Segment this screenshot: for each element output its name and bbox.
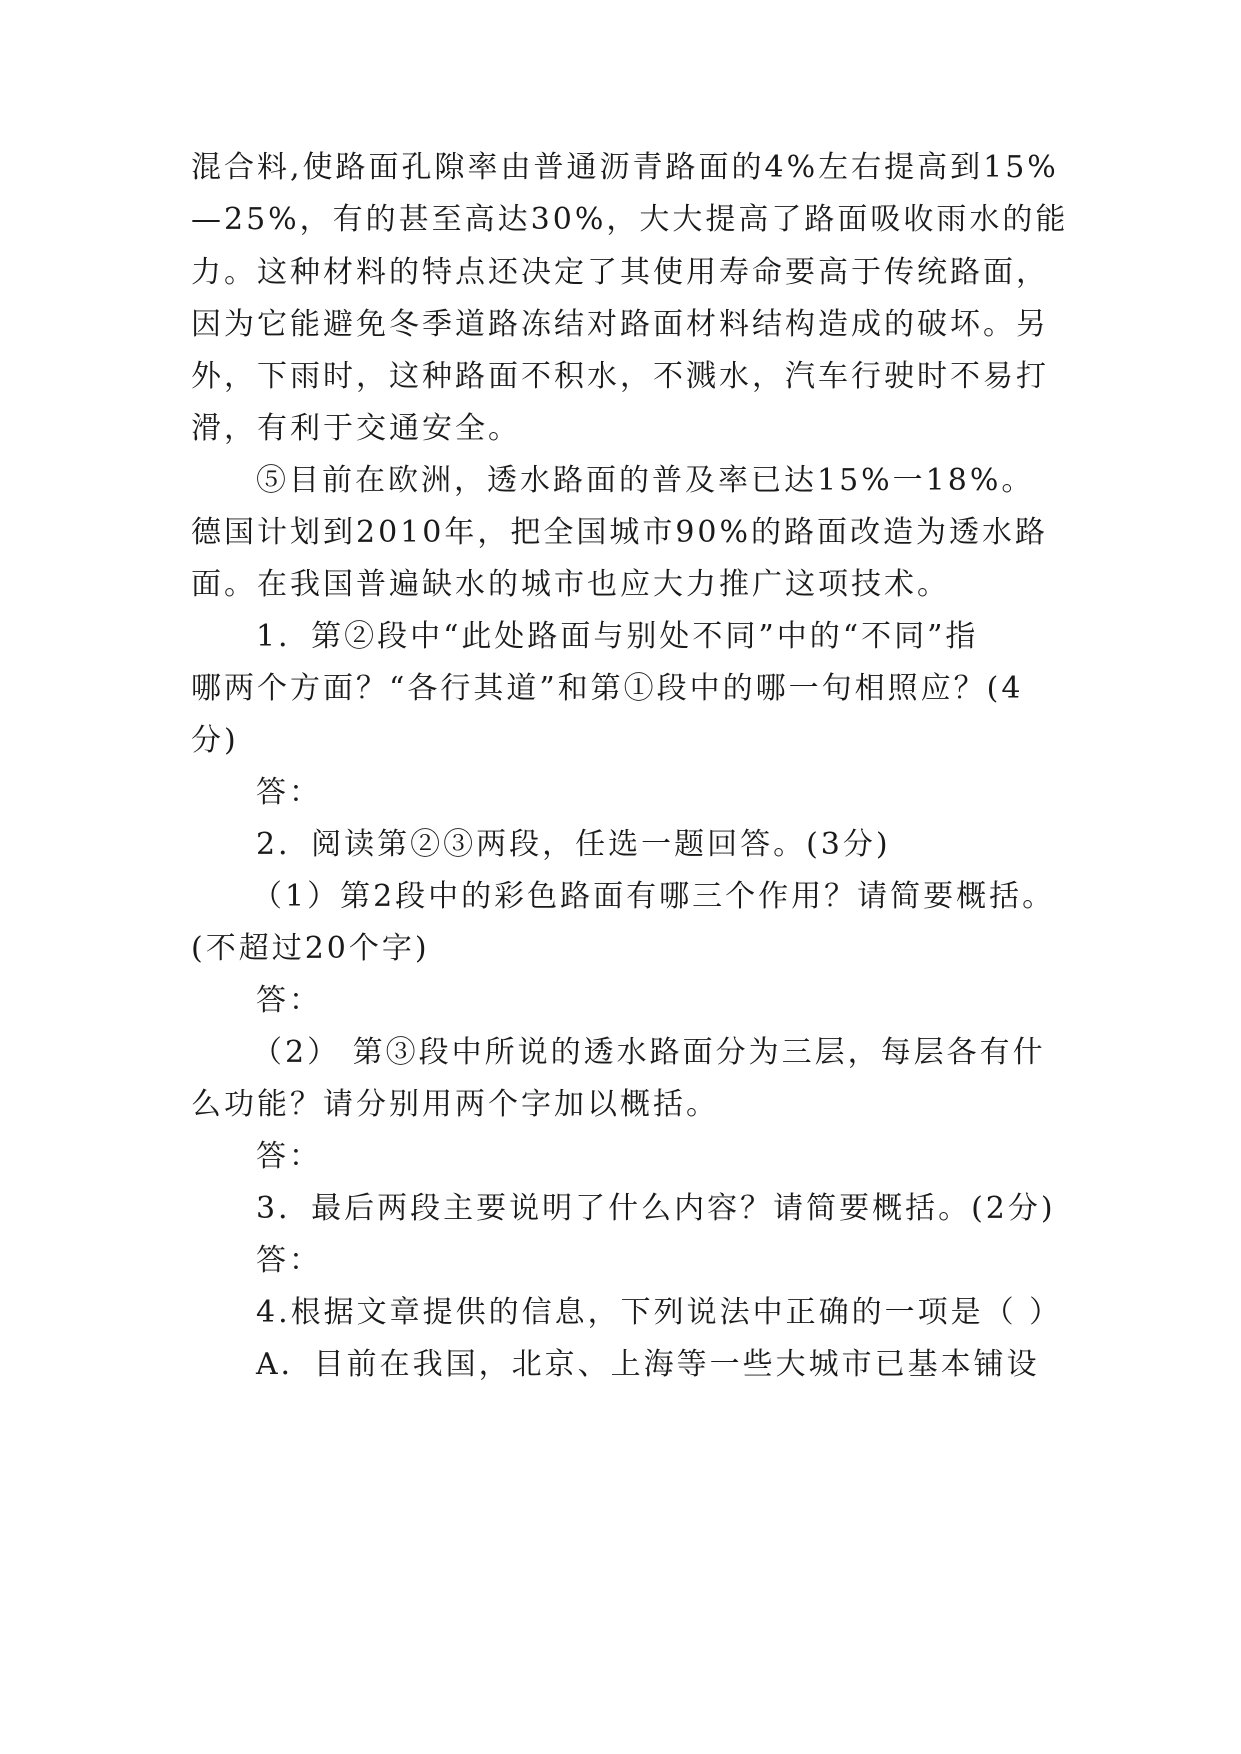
- text-line: (不超过20个字): [191, 931, 430, 966]
- answer-label: 答：: [256, 1139, 322, 1174]
- text-line: 分): [191, 723, 239, 758]
- text-line: 德国计划到2010年，把全国城市90%的路面改造为透水路: [191, 515, 1049, 550]
- question-3: 3．最后两段主要说明了什么内容？请简要概括。(2分): [256, 1191, 1056, 1226]
- text-line: 外，下雨时，这种路面不积水，不溅水，汽车行驶时不易打: [191, 359, 1049, 394]
- question-2-sub-1: （1）第2段中的彩色路面有哪三个作用？请简要概括。: [252, 879, 1056, 914]
- text-line: 滑，有利于交通安全。: [191, 411, 521, 446]
- text-line: 混合料,使路面孔隙率由普通沥青路面的4%左右提高到15%: [191, 150, 1059, 185]
- text-line: 哪两个方面？“各行其道”和第①段中的哪一句相照应？(4: [191, 671, 1024, 706]
- answer-label: 答：: [256, 1243, 322, 1278]
- answer-label: 答：: [256, 775, 322, 810]
- text-line: 因为它能避免冬季道路冻结对路面材料结构造成的破坏。另: [191, 307, 1049, 342]
- question-1: 1．第②段中“此处路面与别处不同”中的“不同”指: [256, 619, 979, 654]
- question-2-sub-2: （2） 第③段中所说的透水路面分为三层，每层各有什: [252, 1035, 1046, 1070]
- option-a: A．目前在我国，北京、上海等一些大城市已基本铺设: [256, 1347, 1040, 1382]
- question-4: 4.根据文章提供的信息，下列说法中正确的一项是（ ）: [256, 1295, 1063, 1330]
- answer-label: 答：: [256, 983, 322, 1018]
- text-line: 面。在我国普遍缺水的城市也应大力推广这项技术。: [191, 567, 950, 602]
- text-line: 么功能？请分别用两个字加以概括。: [191, 1087, 719, 1122]
- text-line: 力。这种材料的特点还决定了其使用寿命要高于传统路面，: [191, 255, 1049, 290]
- question-2: 2．阅读第②③两段，任选一题回答。(3分): [256, 827, 891, 862]
- paragraph-5-start: ⑤目前在欧洲，透水路面的普及率已达15%一18%。: [256, 463, 1035, 498]
- text-line: —25%，有的甚至高达30%，大大提高了路面吸收雨水的能: [191, 202, 1069, 237]
